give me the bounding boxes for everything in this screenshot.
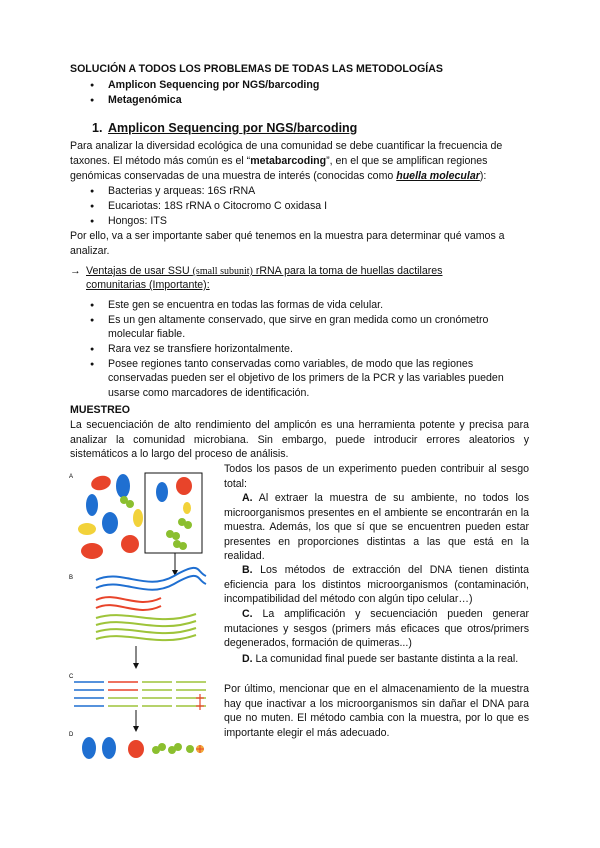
figure-label-d: D [69,732,74,738]
after-line-1: Por ello, va a ser importante saber qué tenemos en la muestra para determinar qué vamos a [70,230,505,242]
sampling-bias-figure [66,468,216,768]
intro-line-3: genómicas conservadas de una muestra de interés (conocidas como huella molecular): [70,170,487,182]
advantage-item: ● Rara vez se transfiere horizontalmente. [108,342,293,357]
dna-strands [96,568,206,640]
page-title: SOLUCIÓN A TODOS LOS PROBLEMAS DE TODAS LAS METODOLOGÍAS [70,63,443,75]
advantage-item: ● Este gen se encuentra en todas las formas de vida celular. [108,298,383,313]
advantage-item-cont: usarse como marcadores de identificación. [108,387,310,399]
arrow-icon: → [70,265,81,277]
environment-cells [78,474,143,559]
bias-point-d: D. La comunidad final puede ser bastante distinta a la real. [242,653,519,665]
intro-line-1: Para analizar la diversidad ecológica de una comunidad se debe cuantificar la frecuencia de [70,140,503,152]
bias-point-a: A. Al extraer la muestra de su ambiente, no todos los microorganismos presentes en el ambiente se encontrarán en la muestra. Además, los que sí que se encuentren pueden estar presentes en proporciones distintas a las que está en la realidad. [224,492,529,562]
marker-item: ● Hongos: ITS [108,214,167,229]
sample-box [145,473,202,553]
final-community [82,737,204,759]
section-heading: Amplicon Sequencing por NGS/barcoding [108,121,358,135]
bias-point-c: C. La amplificación y secuenciación pueden generar mutaciones y sesgos (primers más eficaces que otros/primers degenerados, formación de quimeras...) [224,608,529,649]
intro-line-2: taxones. El método más común es el “metabarcoding”, en el que se amplifican regiones [70,155,488,167]
mutation-marks [196,694,204,710]
muestreo-paragraph: La secuenciación de alto rendimiento del amplicón es una herramienta potente y precisa para analizar la comunidad microbiana. Sin embargo, puede introducir errores aleatorios y sistemáticos a lo largo del proceso de análisis. [70,419,529,460]
section-number: 1. [92,121,103,135]
muestreo-heading: MUESTREO [70,404,131,416]
advantage-item: ● Posee regiones tanto conservadas como variables, de modo que las regiones [108,357,473,372]
advantage-item-cont: conservadas pueden ser el objetivo de los primers de la PCR y las variables pueden [108,372,504,384]
closing-paragraph: Por último, mencionar que en el almacenamiento de la muestra hay que inactivar a los microorganismos sin dañar el DNA para que no muten. El método cambia con la muestra, por lo que es importante elegir el más adecuado. [224,683,529,739]
advantages-heading-line2: comunitarias (Importante): [86,279,210,291]
after-line-2: analizar. [70,245,110,257]
advantage-item: ● Es un gen altamente conservado, que sirve en gran medida como un cronómetro [108,313,488,328]
sample-cells [156,477,192,550]
figure-label-a: A [69,474,74,480]
advantage-item-cont: molecular fiable. [108,328,186,340]
advantages-heading: Ventajas de usar SSU (small subunit) rRNA para la toma de huellas dactilares [86,265,443,277]
bias-intro: Todos los pasos de un experimento pueden contribuir al sesgo total: [224,463,529,490]
figure-label-c: C [69,674,74,680]
bias-point-b: B. Los métodos de extracción del DNA tienen distinta eficiencia para los distintos microorganismos (contaminación, incompatibilidad del método con algún tipo celular…) [224,564,529,605]
marker-item: ● Eucariotas: 18S rRNA o Citocromo C oxidasa I [108,199,327,214]
toc-item-amplicon: ● Amplicon Sequencing por NGS/barcoding [108,78,319,93]
toc-item-metagenomica: ● Metagenómica [108,93,182,108]
marker-item: ● Bacterias y arqueas: 16S rRNA [108,184,255,199]
amplicon-lines [74,682,206,706]
figure-label-b: B [69,575,74,581]
